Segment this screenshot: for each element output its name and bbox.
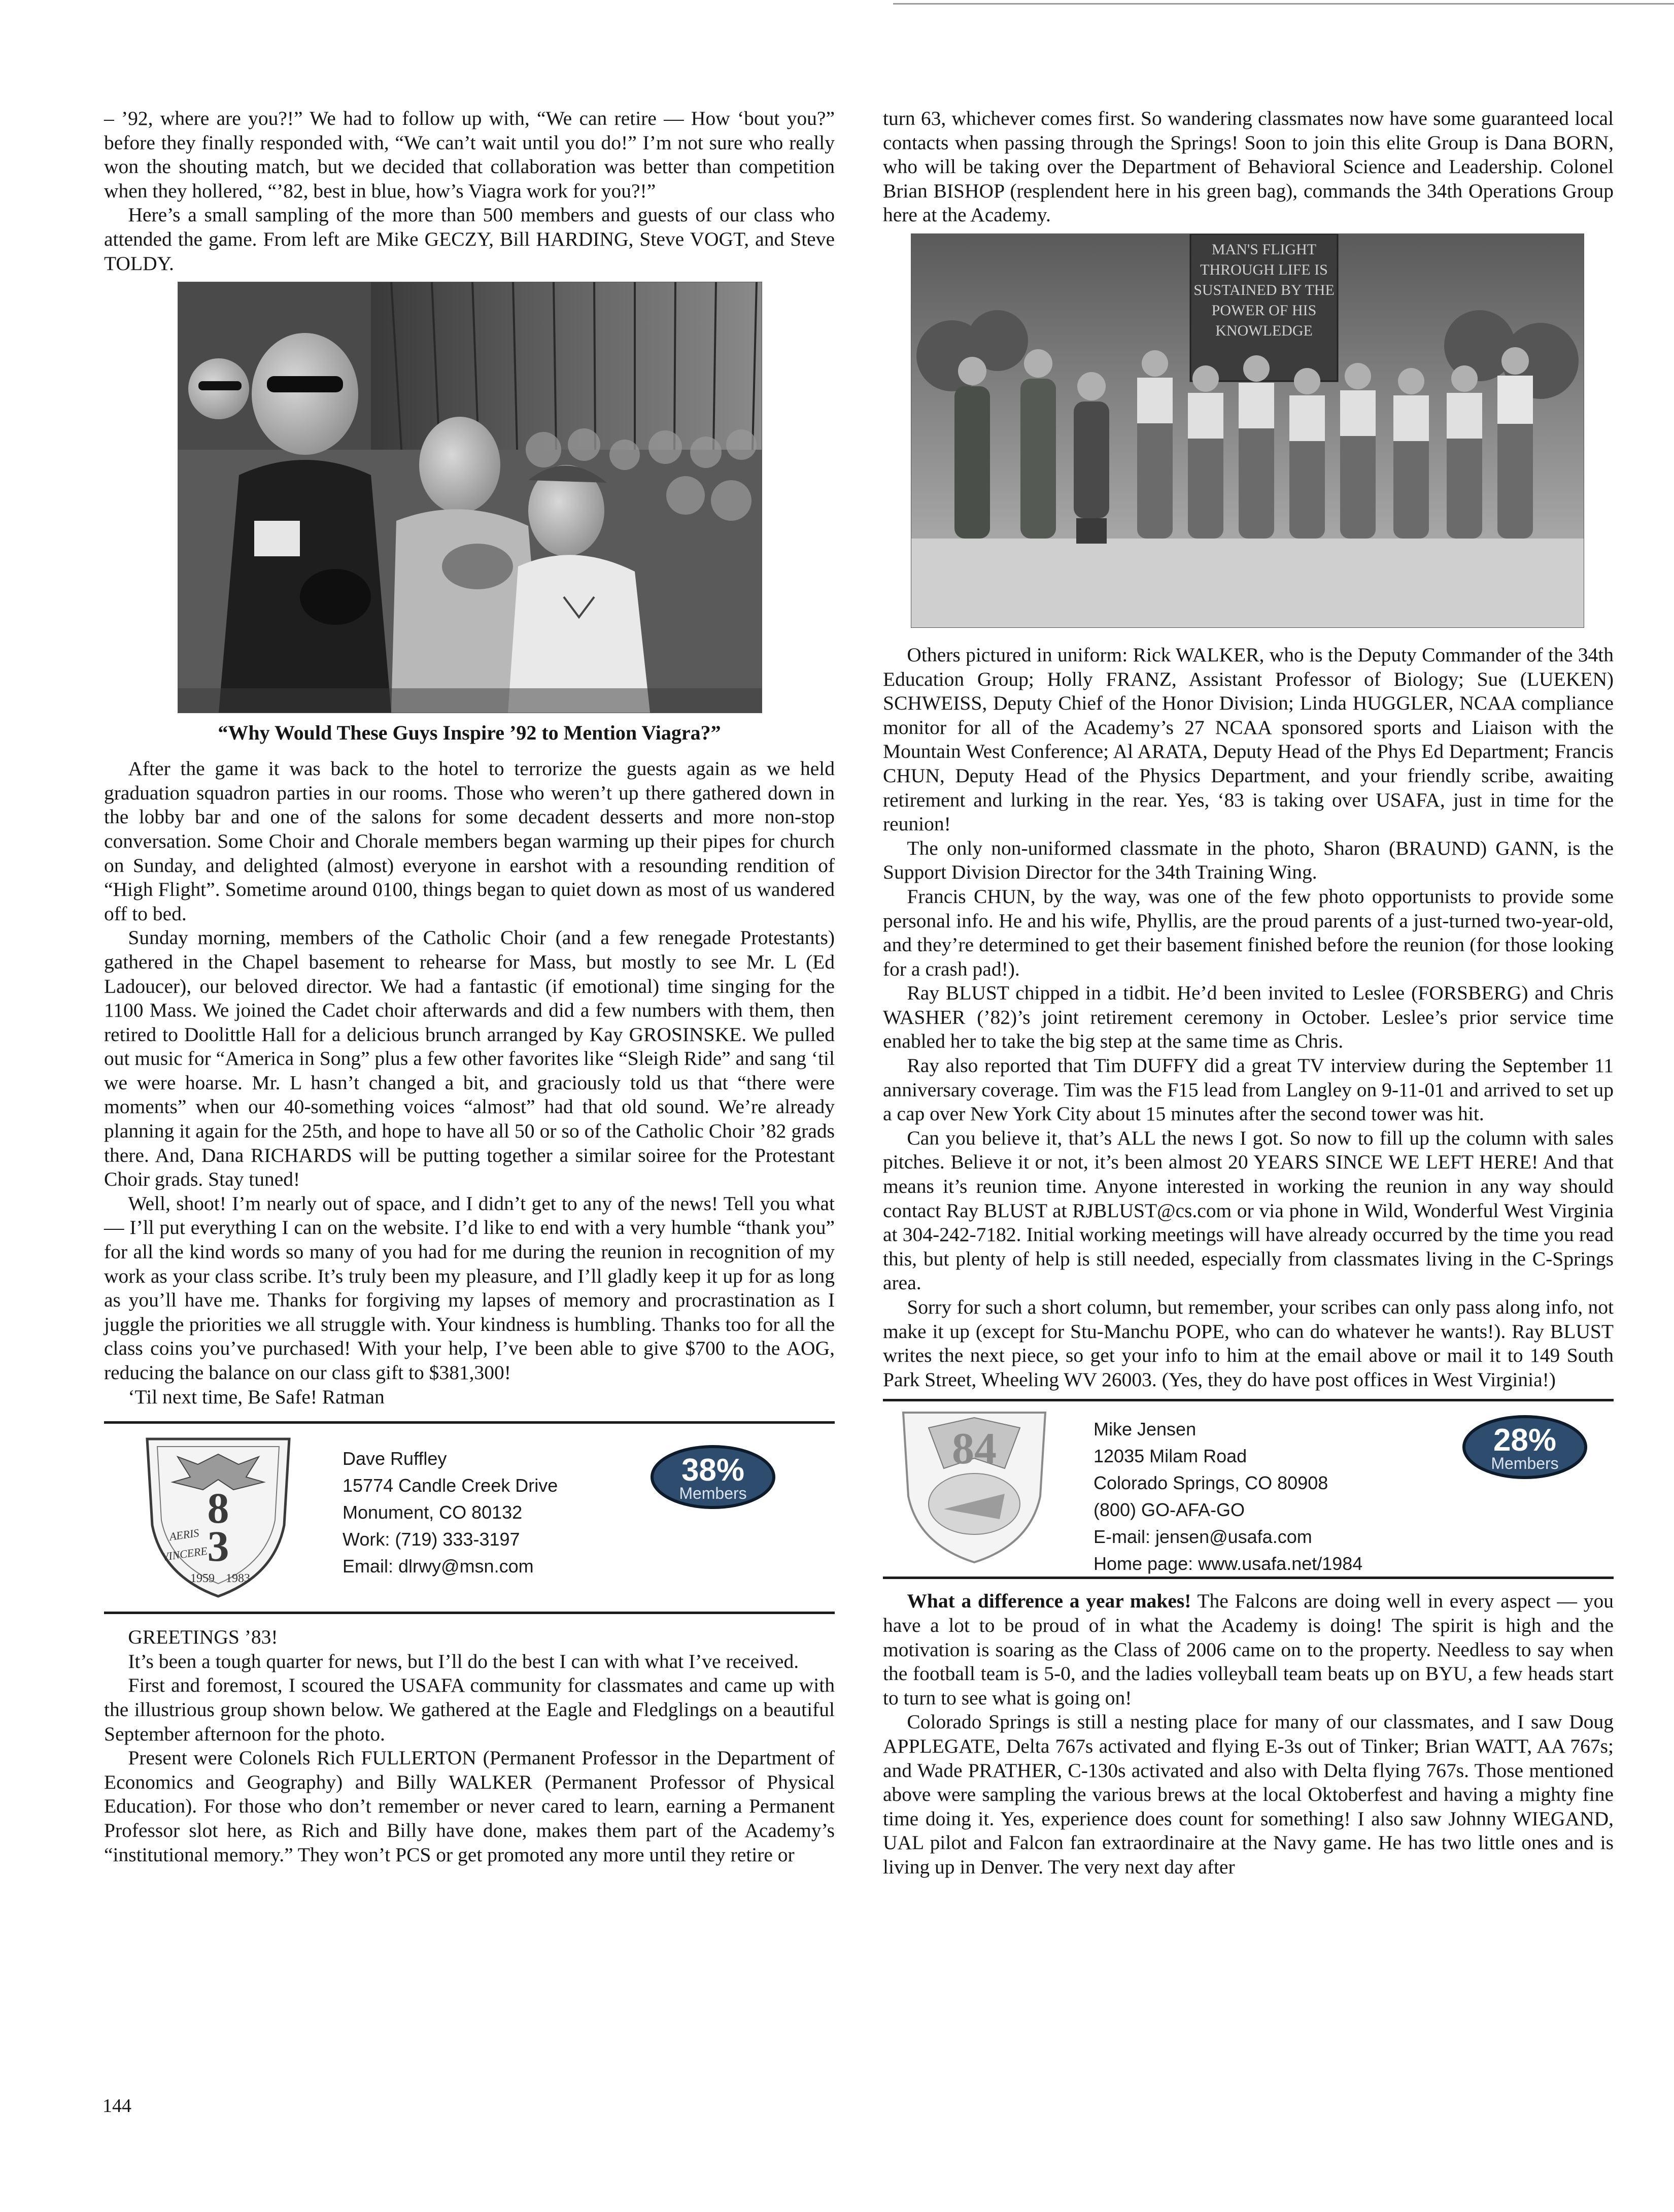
intro-paragraph: – ’92, where are you?!” We had to follow up with, “We can retire — How ‘bout you?” before they finally responded with, “We can’t wait until you do!” I’m not sure who really won the shouting match, but we decided that collaboration was better than competition when they hollered, “’82, best in blue, how’s Viagra work for you?!” [104, 107, 835, 202]
body-paragraph: The only non-uniformed classmate in the photo, Sharon (BRAUND) GANN, is the Support Division Director for the 34th Training Wing. [883, 836, 1614, 884]
section-rule [104, 1612, 835, 1614]
body-paragraph: Francis CHUN, by the way, was one of the few photo opportunists to provide some personal info. He and his wife, Phyllis, are the proud parents of a just-turned two-year-old, and they’re determined to get their basement finished before the reunion (for those looking for a crash pad!). [883, 885, 1614, 980]
scribe-city: Monument, CO 80132 [343, 1502, 523, 1523]
body-paragraph: Colorado Springs is still a nesting place for many of our classmates, and I saw Doug APPLEGATE, Delta 767s activated and flying E-3s out of Tinker; Brian WATT, AA 767s; and Wade PRATHER, C-130s activated and also with Delta flying 767s. Those mentioned above were sampling the various brews at the local Oktoberfest and having a mighty fine time doing it. Yes, experience does count for something! I also saw Johnny WIEGAND, UAL pilot and Falcon fan extraordinaire at the Navy game. He has two little ones and is living up in Denver. The very next day after [883, 1711, 1614, 1878]
class-83-crest-icon [142, 1434, 294, 1601]
group-photo-image [911, 234, 1584, 627]
body-paragraph: Sorry for such a short column, but remember, your scribes can only pass along info, not make it up (except for Stu-Manchu POPE, who can do whatever he wants!). Ray BLUST writes the next piece, so get your info to him at the email above or mail it to 149 South Park Street, Wheeling WV 26003. (Yes, they do have post offices in West Virginia!) [883, 1296, 1614, 1391]
body-paragraph: First and foremost, I scoured the USAFA community for classmates and came up with the illustrious group shown below. We gathered at the Eagle and Fledglings on a beautiful September afternoon for the photo. [104, 1674, 835, 1745]
crest-year: 1983 [226, 1572, 250, 1586]
monument-line: THROUGH LIFE IS [1200, 261, 1328, 278]
scribe-name: Dave Ruffley [343, 1448, 447, 1469]
crest-motto: VINCERE [161, 1544, 209, 1564]
class-83-header [104, 1424, 835, 1612]
group-photo [911, 233, 1584, 628]
membership-badge [650, 1444, 776, 1510]
scribe-city: Colorado Springs, CO 80908 [1094, 1472, 1328, 1494]
scribe-email: E-mail: jensen@usafa.com [1094, 1526, 1312, 1548]
body-paragraph: Present were Colonels Rich FULLERTON (Permanent Professor in the Department of Economics and Geography) and Billy WALKER (Permanent Professor of Physical Education). For those who don’t remember or never cared to learn, earning a Permanent Professor slot here, as Rich and Billy have done, makes them part of the Academy’s “institutional memory.” They won’t PCS or get promoted any more until they retire or [104, 1747, 835, 1866]
right-column [883, 107, 1614, 1880]
person-figure [1239, 355, 1274, 539]
crest-motto: AERIS [168, 1526, 200, 1544]
monument-line: POWER OF HIS [1211, 301, 1317, 319]
body-paragraph: Ray also reported that Tim DUFFY did a great TV interview during the September 11 anniversary coverage. Tim was the F15 lead from Langley on 9-11-01 and arrived to set up a cap over New York City about 15 minutes after the second tower was hit. [883, 1054, 1614, 1125]
lead-bold: What a difference a year makes! [907, 1590, 1191, 1613]
class-84-header [883, 1401, 1614, 1577]
page-number: 144 [103, 2095, 131, 2117]
class-83-contact [343, 1445, 558, 1580]
class-84-crest-icon [898, 1407, 1050, 1567]
stadium-photo-image [178, 282, 762, 713]
scribe-address: 12035 Milam Road [1094, 1446, 1247, 1467]
body-paragraph: Others pictured in uniform: Rick WALKER, who is the Deputy Commander of the 34th Education Group; Holly FRANZ, Assistant Professor of Biology; Sue (LUEKEN) SCHWEISS, Deputy Chief of the Honor Division; Linda HUGGLER, NCAA compliance monitor for all of the Academy’s 27 NCAA sponsored sports and Liaison with the Mountain West Conference; Al ARATA, Deputy Head of the Phys Ed Department; Francis CHUN, Deputy Head of the Physics Department, and your friendly scribe, awaiting retirement and lurking in the rear. Yes, ‘83 is taking over USAFA, just in time for the reunion! [883, 643, 1614, 835]
person-figure [1497, 347, 1533, 539]
membership-badge [1461, 1414, 1588, 1480]
crest-digit: 3 [207, 1522, 229, 1571]
body-paragraph: It’s been a tough quarter for news, but I’ll do the best I can with what I’ve received. [128, 1650, 799, 1672]
crest-year: 1959 [190, 1572, 215, 1586]
monument-line: KNOWLEDGE [1215, 322, 1313, 339]
class-84-contact [1094, 1416, 1362, 1577]
intro-paragraph: Here’s a small sampling of the more than 500 members and guests of our class who attended the game. From left are Mike GECZY, Bill HARDING, Steve VOGT, and Steve TOLDY. [104, 204, 835, 275]
monument-line: SUSTAINED BY THE [1193, 281, 1335, 298]
scribe-homepage: Home page: www.usafa.net/1984 [1094, 1553, 1363, 1574]
lead-paragraph [883, 1589, 1614, 1710]
photo-caption: “Why Would These Guys Inspire ’92 to Mention Viagra?” [218, 721, 721, 745]
body-paragraph: After the game it was back to the hotel to terrorize the guests again as we held graduation squadron parties in our rooms. Those who weren’t up there gathered down in the lobby bar and one of the salons for some decadent desserts and more non-stop conversation. Some Choir and Chorale members began warming up their pipes for church on Sunday, and delighted (almost) everyone in earshot with a resounding rendition of “High Flight”. Sometime around 0100, things began to quiet down as most of us wandered off to bed. [104, 757, 835, 925]
stadium-photo [178, 282, 762, 713]
body-paragraph: Well, shoot! I’m nearly out of space, and I didn’t get to any of the news! Tell you what — I’ll put everything I can on the website. I’d like to end with a very humble “thank you” for all the kind words so many of you had for me during the reunion in recognition of my work as your class scribe. It’s truly been my pleasure, and I’ll gladly keep it up for as long as you’ll have me. Thanks for forgiving my lapses of memory and procrastination as I juggle the priorities we all struggle with. Your kindness is humbling. Thanks too for all the class coins you’ve purchased! With your help, I’ve been able to give $700 to the AOG, reducing the balance on our class gift to $381,300! [104, 1192, 835, 1384]
crest-digit: 8 [207, 1484, 229, 1533]
badge-percent: 28% [1493, 1423, 1557, 1458]
monument-line: MAN'S FLIGHT [1211, 241, 1317, 258]
lead-rest: The Falcons are doing well in every aspect — you have a lot to be proud of in what the Academy is doing! The spirit is high and the motivation is soaring as the Class of 2006 came on to the property. Needless to say when the football team is 5-0, and the ladies volleyball team beats up on BYU, a few heads start to turn to see what is going on! [883, 1590, 1614, 1709]
left-column [104, 107, 835, 1867]
person-figure [1137, 350, 1173, 539]
crest-digit: 84 [952, 1424, 997, 1474]
top-rule [893, 3, 1674, 5]
scribe-address: 15774 Candle Creek Drive [343, 1475, 558, 1496]
badge-label: Members [1491, 1454, 1559, 1473]
scribe-name: Mike Jensen [1094, 1419, 1197, 1440]
body-paragraph: Can you believe it, that’s ALL the news I got. So now to fill up the column with sales pitches. Believe it or not, it’s been almost 20 YEARS SINCE WE LEFT HERE! And that means it’s reunion time. Anyone interested in working the reunion in any way should contact Ray BLUST at RJBLUST@cs.com or via phone in Wild, Wonderful West Virginia at 304-242-7182. Initial working meetings will have already occurred by the time you read this, but plenty of help is still needed, especially from classmates living in the C-Springs area. [883, 1126, 1614, 1294]
scribe-phone: Work: (719) 333-3197 [343, 1529, 520, 1550]
signoff: ‘Til next time, Be Safe! Ratman [128, 1385, 385, 1408]
badge-percent: 38% [681, 1453, 745, 1488]
greeting: GREETINGS ’83! [128, 1626, 278, 1649]
intro-paragraph: turn 63, whichever comes first. So wandering classmates now have some guaranteed local contacts when passing through the Springs! Soon to join this elite Group is Dana BORN, who will be taking over the Department of Behavioral Science and Leadership. Colonel Brian BISHOP (resplendent here in his green bag), commands the 34th Operations Group here at the Academy. [883, 107, 1614, 226]
scribe-email: Email: dlrwy@msn.com [343, 1556, 534, 1577]
body-paragraph: Sunday morning, members of the Catholic Choir (and a few renegade Protestants) gathered in the Chapel basement to rehearse for Mass, but mostly to see Mr. L (Ed Ladoucer), our beloved director. We had a fantastic (if emotional) time singing for the 1100 Mass. We joined the Cadet choir afterwards and did a few numbers with them, then retired to Doolittle Hall for a delicious brunch arranged by Kay GROSINSKE. We pulled out music for “America in Song” plus a few other favorites like “Sleigh Ride” and sang ‘til we were hoarse. Mr. L hasn’t changed a bit, and graciously told us that “there were moments” when our 40-something voices “almost” had that old sound. We’re already planning it again for the 25th, and hope to have all 50 or so of the Catholic Choir ’82 grads there. And, Dana RICHARDS will be putting together a similar soiree for the Protestant Choir grads. Stay tuned! [104, 926, 835, 1191]
badge-label: Members [679, 1484, 747, 1503]
body-paragraph: Ray BLUST chipped in a tidbit. He’d been invited to Leslee (FORSBERG) and Chris WASHER (’82)’s joint retirement ceremony in October. Leslee’s prior service time enabled her to take the big step at the same time as Chris. [883, 982, 1614, 1053]
scribe-phone: (800) GO-AFA-GO [1094, 1499, 1245, 1521]
